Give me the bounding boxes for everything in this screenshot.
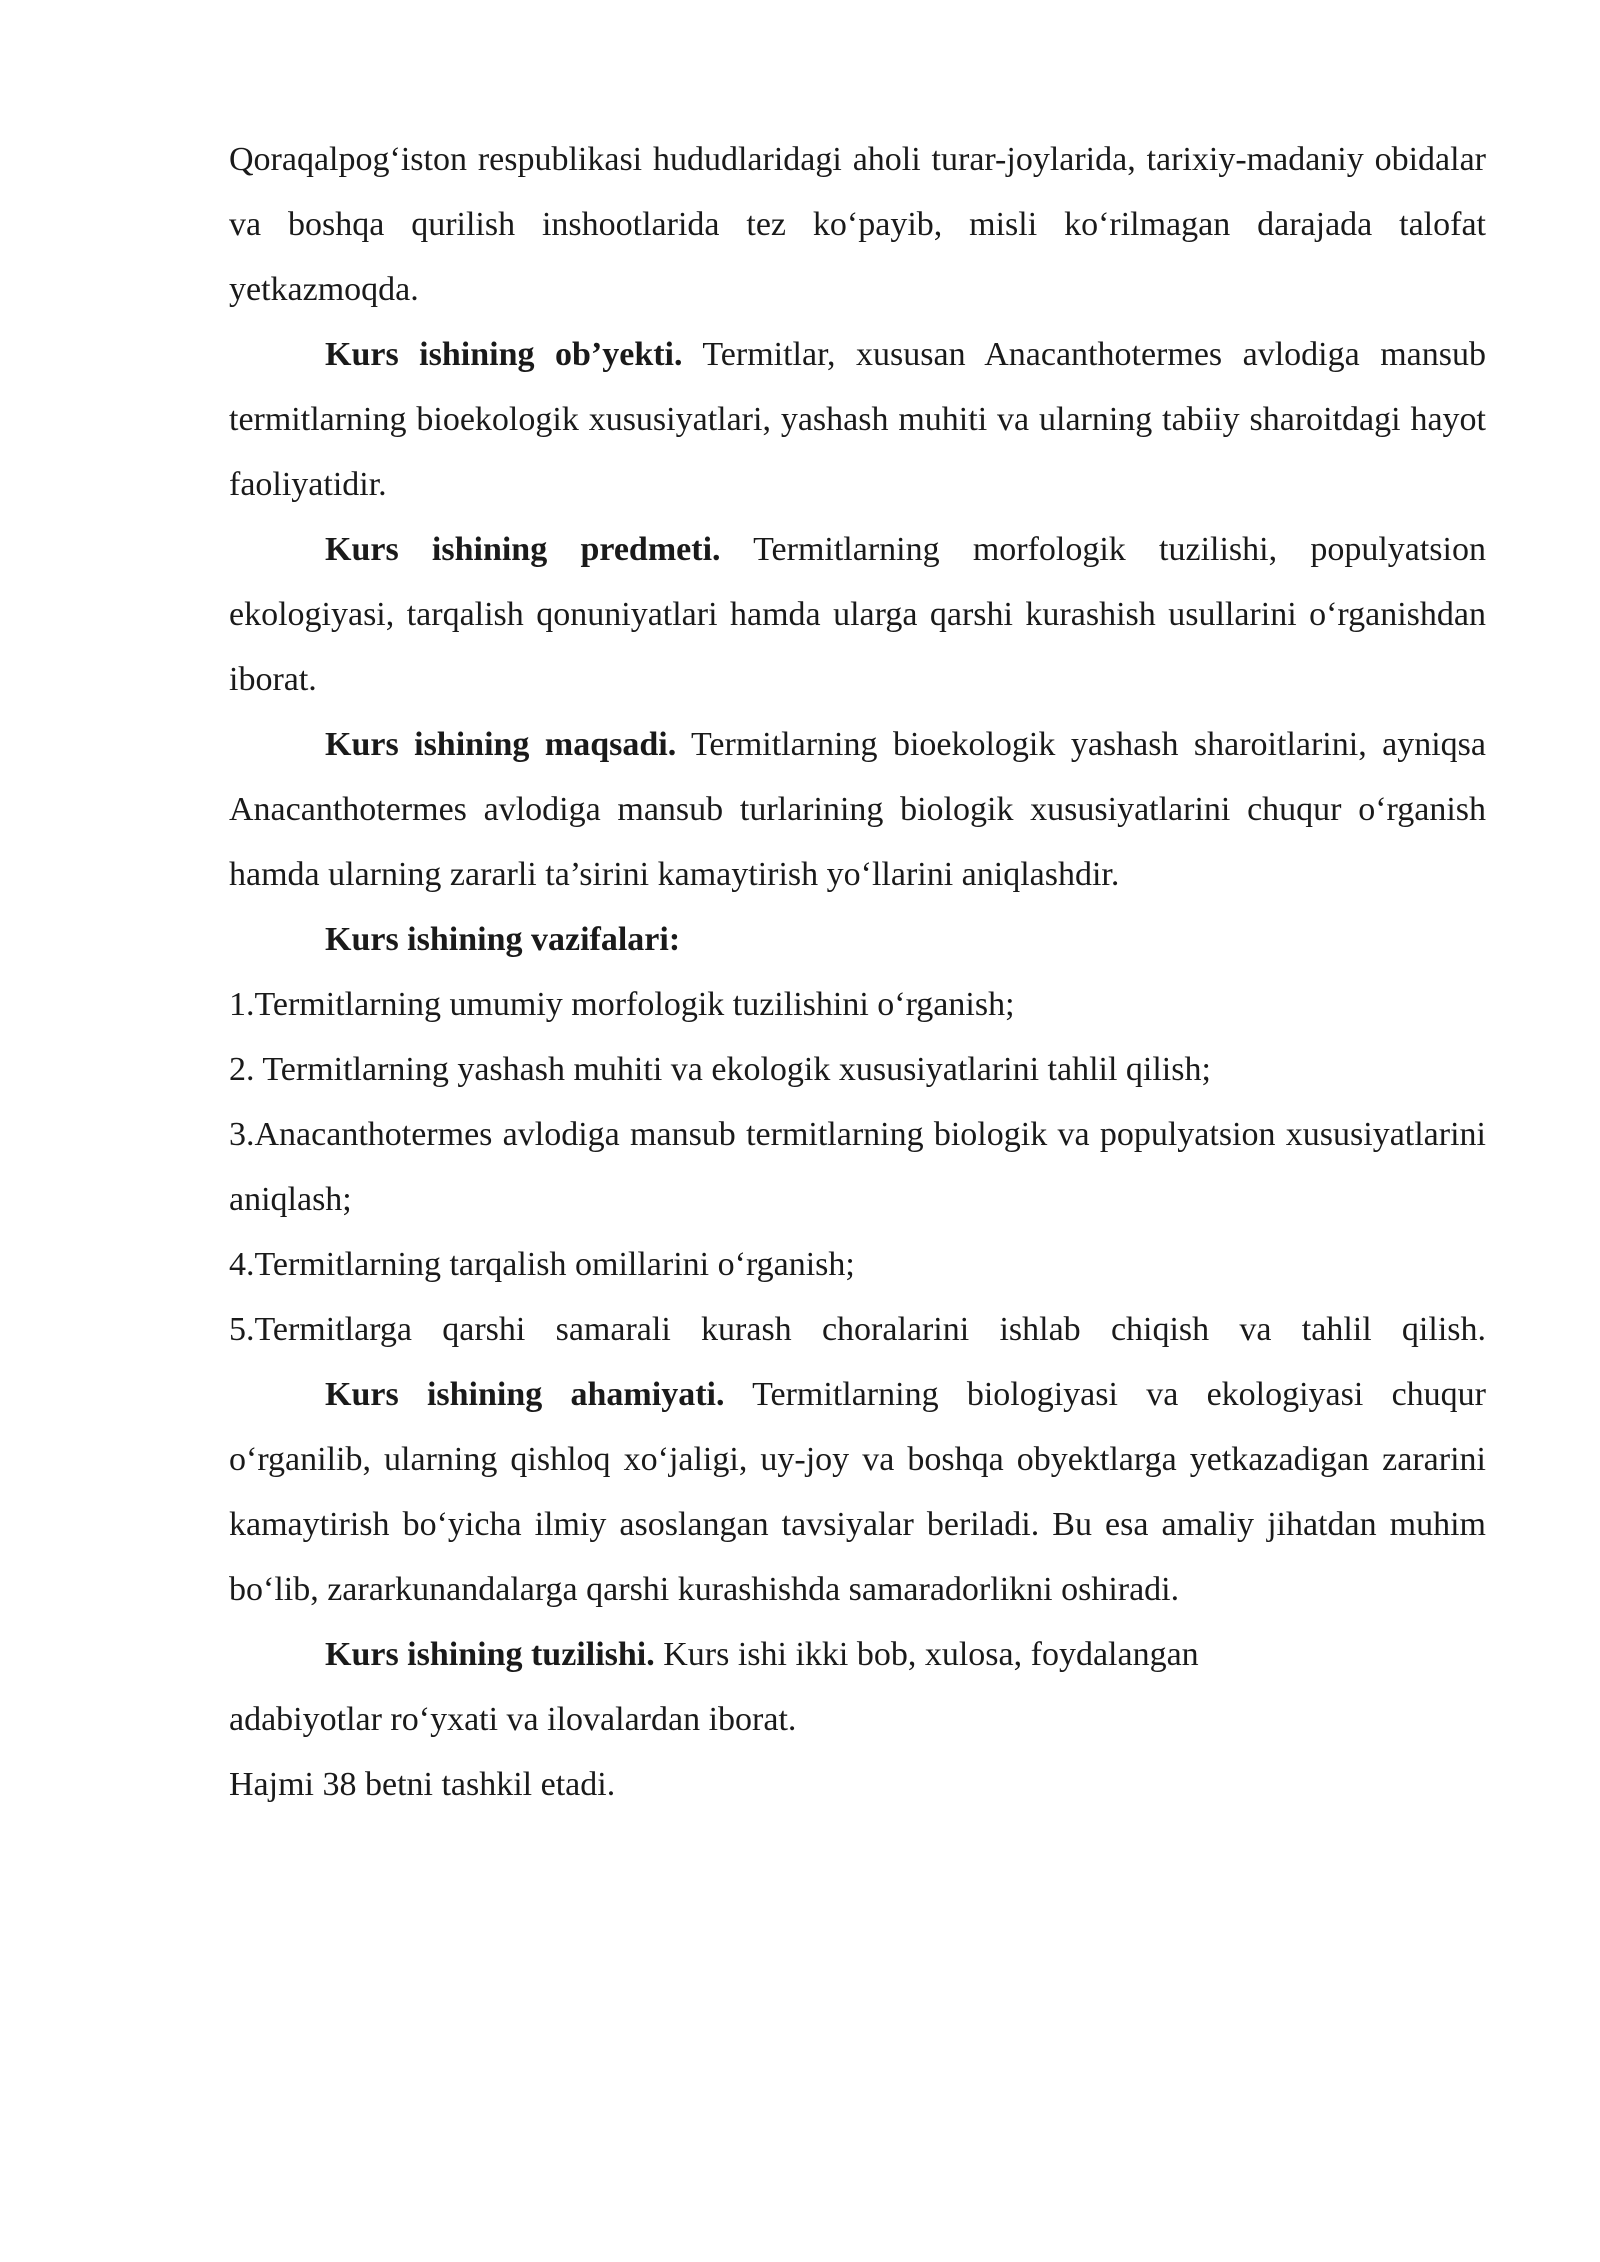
- structure-paragraph: [229, 1622, 1486, 1687]
- task-item-1: 1.Termitlarning umumiy morfologik tuzilishini o‘rganish;: [229, 986, 1015, 1023]
- document-page: [229, 127, 1486, 1817]
- structure-line-2: adabiyotlar ro‘yxati va ilovalardan iborat.: [229, 1701, 797, 1738]
- goal-heading: Kurs ishining maqsadi.: [325, 726, 677, 763]
- task-item-3: 3.Anacanthotermes avlodiga mansub termitlarning biologik va populyatsion xususiyatlarini aniqlash;: [229, 1116, 1486, 1218]
- tasks-heading: Kurs ishining vazifalari:: [325, 921, 681, 958]
- subject-paragraph: [229, 517, 1486, 712]
- object-heading: Kurs ishining ob’yekti.: [325, 336, 683, 373]
- importance-text: Termitlarning biologiyasi va ekologiyasi chuqur o‘rganilib, ularning qishloq xo‘jaligi, uy-joy va boshqa obyektlarga yetkazadigan zararini kamaytirish bo‘yicha ilmiy asoslangan tavsiyalar beriladi. Bu esa amaliy jihatdan muhim bo‘lib, zararkunandalarga qarshi kurashishda samaradorlikni oshiradi.: [229, 1376, 1487, 1608]
- task-item-5: 5.Termitlarga qarshi samarali kurash choralarini ishlab chiqish va tahlil qilish.: [229, 1311, 1486, 1348]
- goal-text: Termitlarning bioekologik yashash sharoitlarini, ayniqsa Anacanthotermes avlodiga mansub turlarining biologik xususiyatlarini chuqur o‘rganish hamda ularning zararli ta’sirini kamaytirish yo‘llarini aniqlashdir.: [229, 726, 1487, 893]
- structure-heading: Kurs ishining tuzilishi.: [325, 1636, 655, 1673]
- subject-heading: Kurs ishining predmeti.: [325, 531, 721, 568]
- intro-paragraph: Qoraqalpog‘iston respublikasi hududlaridagi aholi turar-joylarida, tarixiy-madaniy obidalar va boshqa qurilish inshootlarida tez ko‘payib, misli ko‘rilmagan darajada talofat yetkazmoqda.: [229, 141, 1486, 308]
- structure-line-3: Hajmi 38 betni tashkil etadi.: [229, 1766, 616, 1803]
- subject-text: Termitlarning morfologik tuzilishi, populyatsion ekologiyasi, tarqalish qonuniyatlari hamda ularga qarshi kurashish usullarini o‘rganishdan iborat.: [229, 531, 1486, 698]
- task-item-4: 4.Termitlarning tarqalish omillarini o‘rganish;: [229, 1246, 855, 1283]
- structure-text: Kurs ishi ikki bob, xulosa, foydalangan: [654, 1636, 1199, 1673]
- task-item-2: 2. Termitlarning yashash muhiti va ekologik xususiyatlarini tahlil qilish;: [229, 1051, 1211, 1088]
- goal-paragraph: [229, 712, 1486, 907]
- object-paragraph: [229, 322, 1486, 517]
- importance-heading: Kurs ishining ahamiyati.: [325, 1376, 725, 1413]
- object-text: Termitlar, xususan Anacanthotermes avlodiga mansub termitlarning bioekologik xususiyatlari, yashash muhiti va ularning tabiiy sharoitdagi hayot faoliyatidir.: [229, 336, 1486, 503]
- importance-paragraph: [229, 1362, 1486, 1622]
